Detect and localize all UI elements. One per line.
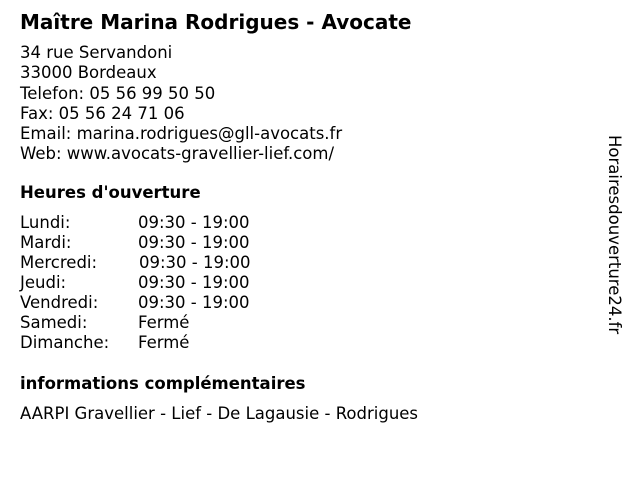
day-label: Lundi: bbox=[20, 213, 71, 232]
contact-block bbox=[20, 43, 342, 165]
email-line: Email: marina.rodrigues@gll-avocats.fr bbox=[20, 124, 343, 144]
time-value: 09:30 - 19:00 bbox=[138, 213, 250, 232]
hours-heading: Heures d'ouverture bbox=[20, 183, 201, 202]
brand-watermark: Horairesdouverture24.fr bbox=[605, 135, 624, 335]
time-value: 09:30 - 19:00 bbox=[138, 233, 250, 252]
day-label: Jeudi: bbox=[20, 273, 67, 292]
time-value: Fermé bbox=[138, 333, 190, 352]
day-label: Dimanche: bbox=[20, 333, 110, 352]
time-value: 09:30 - 19:00 bbox=[139, 253, 251, 272]
page-title: Maître Marina Rodrigues - Avocate bbox=[20, 10, 412, 34]
time-value: 09:30 - 19:00 bbox=[138, 293, 250, 312]
day-label: Mercredi: bbox=[20, 253, 98, 272]
day-label: Mardi: bbox=[20, 233, 72, 252]
info-heading: informations complémentaires bbox=[20, 374, 306, 393]
fax-line: Fax: 05 56 24 71 06 bbox=[20, 103, 185, 123]
address-street: 34 rue Servandoni bbox=[20, 43, 173, 62]
info-text: AARPI Gravellier - Lief - De Lagausie - Rodrigues bbox=[20, 404, 419, 423]
day-label: Samedi: bbox=[20, 313, 88, 332]
address-city: 33000 Bordeaux bbox=[20, 63, 157, 83]
time-value: Fermé bbox=[138, 313, 190, 332]
phone-line: Telefon: 05 56 99 50 50 bbox=[20, 83, 216, 103]
time-value: 09:30 - 19:00 bbox=[138, 273, 250, 292]
day-label: Vendredi: bbox=[20, 293, 99, 312]
web-line: Web: www.avocats-gravellier-lief.com/ bbox=[20, 144, 335, 164]
